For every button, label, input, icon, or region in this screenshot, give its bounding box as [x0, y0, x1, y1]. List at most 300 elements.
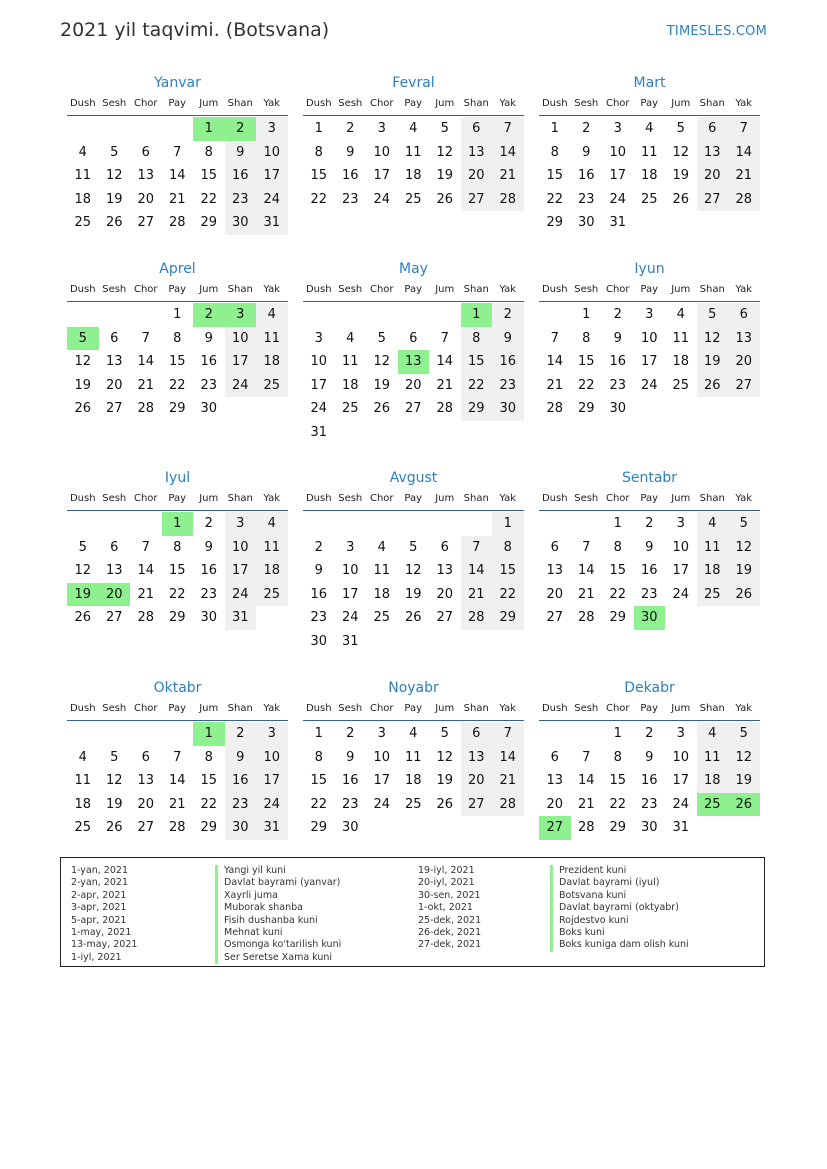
day-cell: 28 [728, 188, 760, 212]
weekday-header [303, 492, 524, 511]
weekday-label: Dush [305, 703, 332, 714]
day-cell: 30 [310, 633, 328, 649]
day-cell: 7 [492, 722, 524, 746]
day-cell: 26 [404, 610, 422, 626]
day-cell: 22 [492, 583, 524, 607]
day-cell: 25 [341, 401, 359, 417]
empty-cell [571, 512, 603, 536]
day-cell: 7 [440, 330, 449, 346]
weekday-label: Yak [263, 703, 281, 714]
day-cell: 26 [105, 820, 123, 836]
day-cell: 17 [373, 773, 391, 789]
day-cell: 17 [256, 769, 288, 793]
month-aprel [67, 259, 288, 421]
day-cell: 8 [613, 749, 622, 765]
weekday-label: Dush [69, 703, 96, 714]
day-cell: 15 [461, 350, 493, 374]
day-cell: 20 [546, 796, 564, 812]
day-cell: 14 [728, 141, 760, 165]
day-cell: 9 [492, 327, 524, 351]
empty-cell [130, 512, 162, 536]
day-cell: 25 [404, 191, 422, 207]
holiday-legend [60, 857, 765, 967]
weekday-label: Yak [735, 493, 753, 504]
day-cell: 10 [310, 354, 328, 370]
day-cell: 8 [314, 144, 323, 160]
day-cell: 2 [346, 726, 355, 741]
day-cell: 19 [105, 191, 123, 207]
day-cell: 3 [676, 726, 685, 741]
day-cell: 3 [256, 722, 288, 746]
day-cell: 18 [256, 559, 288, 583]
day-cell: 2 [346, 121, 355, 136]
weekday-label: Chor [369, 284, 394, 295]
weekday-label: Sesh [574, 284, 599, 295]
weekday-label: Jum [435, 98, 455, 109]
weekday-label: Jum [199, 493, 219, 504]
day-cell: 8 [173, 330, 182, 346]
day-cell: 24 [672, 586, 690, 602]
legend-holiday-name: Ser Seretse Xama kuni [215, 952, 341, 964]
day-cell: 28 [168, 215, 186, 231]
day-cell: 16 [640, 773, 658, 789]
day-cell: 19 [672, 168, 690, 184]
day-cell: 3 [645, 307, 654, 322]
weekday-label: Chor [369, 98, 394, 109]
legend-holiday-name: Davlat bayrami (iyul) [550, 877, 689, 889]
weekday-label: Sesh [338, 493, 363, 504]
day-cell: 4 [346, 330, 355, 346]
day-cell: 10 [256, 141, 288, 165]
day-grid [303, 303, 524, 445]
weekday-label: Shan [463, 284, 489, 295]
day-cell: 16 [640, 563, 658, 579]
month-iyul [67, 468, 288, 630]
weekday-header [539, 702, 760, 721]
day-cell: 3 [377, 726, 386, 741]
day-cell: 13 [546, 563, 564, 579]
day-cell: 22 [461, 374, 493, 398]
day-cell: 30 [492, 397, 524, 421]
day-cell: 22 [310, 191, 328, 207]
legend-holiday-date: 1-okt, 2021 [418, 902, 473, 914]
day-cell: 1 [550, 121, 559, 136]
day-cell: 26 [728, 583, 760, 607]
day-cell: 9 [225, 746, 257, 770]
weekday-label: Shan [227, 703, 253, 714]
day-cell: 4 [78, 749, 87, 765]
day-cell: 20 [461, 769, 493, 793]
weekday-label: Shan [463, 493, 489, 504]
day-cell: 1 [173, 307, 182, 322]
day-cell: 12 [697, 327, 729, 351]
day-cell: 23 [225, 188, 257, 212]
day-cell: 17 [609, 168, 627, 184]
day-cell: 15 [168, 354, 186, 370]
weekday-label: Pay [640, 703, 659, 714]
day-cell: 16 [341, 773, 359, 789]
month-name: Fevral [392, 75, 435, 91]
legend-holiday-name: Davlat bayrami (oktyabr) [550, 902, 689, 914]
day-cell: 16 [225, 769, 257, 793]
day-cell: 14 [546, 354, 564, 370]
month-oktabr [67, 678, 288, 840]
day-cell: 25 [640, 191, 658, 207]
day-cell: 4 [256, 512, 288, 536]
day-cell: 16 [200, 563, 218, 579]
day-cell: 27 [728, 374, 760, 398]
day-cell: 1 [582, 307, 591, 322]
weekday-header [303, 283, 524, 302]
weekday-label: Pay [404, 284, 423, 295]
month-name: Aprel [159, 261, 196, 277]
weekday-label: Pay [168, 493, 187, 504]
weekday-label: Chor [605, 703, 630, 714]
day-cell: 21 [436, 377, 454, 393]
day-cell: 12 [105, 168, 123, 184]
legend-holiday-date: 5-apr, 2021 [71, 914, 127, 926]
day-cell: 26 [74, 401, 92, 417]
day-cell: 26 [74, 610, 92, 626]
day-cell: 11 [672, 330, 690, 346]
day-cell: 19 [404, 586, 422, 602]
day-cell: 8 [613, 539, 622, 555]
holiday-day: 1 [193, 117, 225, 141]
holiday-day: 27 [539, 816, 571, 840]
day-cell: 8 [204, 144, 213, 160]
day-cell: 31 [672, 820, 690, 836]
empty-cell [162, 722, 194, 746]
weekday-label: Jum [435, 493, 455, 504]
day-cell: 26 [373, 401, 391, 417]
day-cell: 5 [78, 539, 87, 555]
day-cell: 13 [137, 773, 155, 789]
day-cell: 10 [672, 749, 690, 765]
day-cell: 12 [728, 746, 760, 770]
day-cell: 7 [550, 330, 559, 346]
weekday-label: Pay [640, 493, 659, 504]
day-cell: 25 [672, 377, 690, 393]
legend-holiday-date: 13-may, 2021 [71, 939, 138, 951]
day-cell: 19 [436, 773, 454, 789]
day-cell: 27 [404, 401, 422, 417]
empty-cell [539, 722, 571, 746]
day-cell: 17 [672, 773, 690, 789]
day-cell: 17 [341, 586, 359, 602]
day-cell: 6 [550, 539, 559, 555]
day-cell: 31 [310, 424, 328, 440]
day-cell: 5 [409, 539, 418, 555]
day-cell: 24 [609, 191, 627, 207]
weekday-label: Sesh [338, 703, 363, 714]
day-cell: 22 [310, 796, 328, 812]
day-cell: 30 [577, 215, 595, 231]
empty-cell [99, 512, 131, 536]
holiday-day: 2 [225, 117, 257, 141]
day-cell: 24 [225, 583, 257, 607]
day-cell: 18 [640, 168, 658, 184]
day-cell: 27 [105, 610, 123, 626]
legend-holiday-date: 25-dek, 2021 [418, 914, 482, 926]
day-cell: 13 [105, 354, 123, 370]
day-cell: 6 [409, 330, 418, 346]
day-cell: 24 [310, 401, 328, 417]
day-cell: 17 [310, 377, 328, 393]
month-dekabr [539, 678, 760, 840]
empty-cell [461, 512, 493, 536]
day-cell: 14 [137, 354, 155, 370]
day-cell: 7 [492, 117, 524, 141]
day-grid [539, 117, 760, 235]
holiday-day: 5 [67, 327, 99, 351]
month-name: Sentabr [621, 470, 678, 486]
month-yanvar [67, 73, 288, 235]
day-cell: 7 [141, 330, 150, 346]
weekday-label: Yak [263, 98, 281, 109]
day-cell: 14 [492, 141, 524, 165]
day-cell: 12 [74, 354, 92, 370]
month-noyabr [303, 678, 524, 840]
legend-holiday-name: Davlat bayrami (yanvar) [215, 877, 341, 889]
day-cell: 29 [461, 397, 493, 421]
day-cell: 6 [461, 117, 493, 141]
day-cell: 23 [640, 586, 658, 602]
month-name: Oktabr [153, 680, 202, 696]
legend-holiday-name: Fisih dushanba kuni [215, 915, 341, 927]
day-cell: 12 [672, 144, 690, 160]
day-cell: 19 [373, 377, 391, 393]
day-cell: 28 [546, 401, 564, 417]
month-name: Mart [633, 75, 666, 91]
day-cell: 25 [74, 215, 92, 231]
day-cell: 14 [461, 559, 493, 583]
day-cell: 8 [314, 749, 323, 765]
weekday-label: Dush [69, 284, 96, 295]
day-cell: 22 [200, 796, 218, 812]
day-cell: 2 [225, 722, 257, 746]
brand-link[interactable]: TIMESLES.COM [666, 24, 767, 39]
day-cell: 13 [728, 327, 760, 351]
day-cell: 30 [609, 401, 627, 417]
day-cell: 14 [492, 746, 524, 770]
weekday-label: Dush [69, 493, 96, 504]
day-cell: 25 [373, 610, 391, 626]
page-title: 2021 yil taqvimi. (Botsvana) [60, 19, 330, 41]
day-cell: 30 [225, 816, 257, 840]
day-cell: 26 [697, 374, 729, 398]
day-cell: 8 [173, 539, 182, 555]
day-cell: 4 [256, 303, 288, 327]
month-avgust [303, 468, 524, 654]
weekday-header [67, 97, 288, 116]
day-cell: 24 [341, 610, 359, 626]
legend-names-right [550, 865, 689, 952]
day-cell: 12 [105, 773, 123, 789]
weekday-label: Yak [499, 493, 517, 504]
day-cell: 29 [577, 401, 595, 417]
day-cell: 6 [110, 330, 119, 346]
weekday-label: Yak [263, 284, 281, 295]
weekday-label: Jum [199, 98, 219, 109]
day-cell: 3 [314, 330, 323, 346]
weekday-label: Yak [499, 284, 517, 295]
weekday-label: Sesh [102, 98, 127, 109]
day-cell: 23 [200, 586, 218, 602]
day-cell: 17 [640, 354, 658, 370]
day-cell: 30 [341, 820, 359, 836]
day-cell: 26 [672, 191, 690, 207]
weekday-label: Chor [369, 703, 394, 714]
day-cell: 7 [582, 539, 591, 555]
weekday-label: Shan [463, 98, 489, 109]
day-cell: 18 [697, 559, 729, 583]
day-cell: 1 [613, 516, 622, 531]
day-cell: 23 [310, 610, 328, 626]
day-cell: 12 [436, 749, 454, 765]
day-cell: 22 [577, 377, 595, 393]
day-cell: 4 [697, 722, 729, 746]
day-cell: 11 [74, 168, 92, 184]
day-cell: 9 [225, 141, 257, 165]
day-cell: 6 [440, 539, 449, 555]
day-cell: 20 [404, 377, 422, 393]
day-cell: 28 [137, 401, 155, 417]
day-cell: 16 [200, 354, 218, 370]
empty-cell [99, 722, 131, 746]
day-cell: 5 [377, 330, 386, 346]
day-grid [539, 303, 760, 421]
day-cell: 7 [461, 536, 493, 560]
empty-cell [67, 512, 99, 536]
legend-holiday-name: Osmonga ko'tarilish kuni [215, 939, 341, 951]
day-cell: 21 [546, 377, 564, 393]
day-cell: 23 [200, 377, 218, 393]
weekday-header [67, 492, 288, 511]
day-cell: 2 [204, 516, 213, 531]
day-cell: 12 [404, 563, 422, 579]
day-cell: 27 [105, 401, 123, 417]
empty-cell [303, 303, 335, 327]
weekday-header [539, 492, 760, 511]
day-grid [67, 303, 288, 421]
weekday-label: Sesh [574, 703, 599, 714]
empty-cell [303, 512, 335, 536]
day-cell: 11 [74, 773, 92, 789]
month-name: Noyabr [388, 680, 439, 696]
weekday-label: Dush [69, 98, 96, 109]
day-cell: 10 [225, 536, 257, 560]
day-cell: 9 [645, 749, 654, 765]
day-cell: 21 [577, 586, 595, 602]
day-cell: 14 [168, 168, 186, 184]
day-cell: 29 [492, 606, 524, 630]
day-cell: 23 [640, 796, 658, 812]
day-cell: 18 [74, 796, 92, 812]
day-cell: 15 [609, 563, 627, 579]
day-cell: 22 [609, 586, 627, 602]
day-grid [539, 512, 760, 630]
day-cell: 13 [137, 168, 155, 184]
weekday-header [303, 702, 524, 721]
day-cell: 6 [141, 749, 150, 765]
weekday-label: Chor [133, 98, 158, 109]
day-cell: 10 [225, 327, 257, 351]
day-cell: 4 [409, 726, 418, 741]
weekday-label: Yak [735, 703, 753, 714]
empty-cell [335, 303, 367, 327]
weekday-label: Pay [168, 703, 187, 714]
weekday-label: Shan [227, 493, 253, 504]
day-cell: 9 [645, 539, 654, 555]
holiday-day: 13 [398, 350, 430, 374]
day-cell: 23 [492, 374, 524, 398]
day-cell: 18 [404, 773, 422, 789]
day-cell: 27 [137, 820, 155, 836]
day-cell: 6 [550, 749, 559, 765]
day-cell: 14 [577, 773, 595, 789]
day-cell: 28 [577, 820, 595, 836]
day-cell: 8 [492, 536, 524, 560]
day-cell: 24 [640, 377, 658, 393]
day-cell: 10 [373, 144, 391, 160]
day-cell: 25 [404, 796, 422, 812]
month-fevral [303, 73, 524, 211]
day-cell: 5 [697, 303, 729, 327]
weekday-header [539, 283, 760, 302]
day-cell: 2 [492, 303, 524, 327]
empty-cell [162, 117, 194, 141]
day-cell: 30 [640, 820, 658, 836]
day-cell: 19 [74, 377, 92, 393]
legend-holiday-name: Muborak shanba [215, 902, 341, 914]
weekday-label: Yak [735, 98, 753, 109]
month-name: Dekabr [624, 680, 675, 696]
day-cell: 8 [582, 330, 591, 346]
day-cell: 21 [137, 377, 155, 393]
empty-cell [539, 512, 571, 536]
day-cell: 6 [461, 722, 493, 746]
day-cell: 20 [697, 164, 729, 188]
day-cell: 16 [225, 164, 257, 188]
holiday-day: 1 [162, 512, 194, 536]
weekday-label: Pay [404, 493, 423, 504]
day-cell: 3 [225, 512, 257, 536]
day-cell: 13 [461, 141, 493, 165]
weekday-label: Chor [133, 284, 158, 295]
legend-holiday-name: Yangi yil kuni [215, 865, 341, 877]
day-cell: 29 [609, 820, 627, 836]
legend-holiday-name: Prezident kuni [550, 865, 689, 877]
weekday-label: Shan [699, 493, 725, 504]
day-cell: 20 [436, 586, 454, 602]
empty-cell [99, 303, 131, 327]
day-cell: 9 [204, 330, 213, 346]
day-cell: 27 [697, 188, 729, 212]
day-cell: 15 [310, 168, 328, 184]
day-cell: 30 [200, 401, 218, 417]
weekday-label: Pay [640, 284, 659, 295]
legend-holiday-name: Boks kuni [550, 927, 689, 939]
weekday-label: Shan [699, 284, 725, 295]
day-cell: 9 [346, 144, 355, 160]
day-cell: 27 [461, 188, 493, 212]
empty-cell [335, 512, 367, 536]
day-cell: 24 [373, 796, 391, 812]
day-cell: 24 [672, 796, 690, 812]
day-cell: 12 [728, 536, 760, 560]
empty-cell [67, 303, 99, 327]
day-cell: 22 [546, 191, 564, 207]
